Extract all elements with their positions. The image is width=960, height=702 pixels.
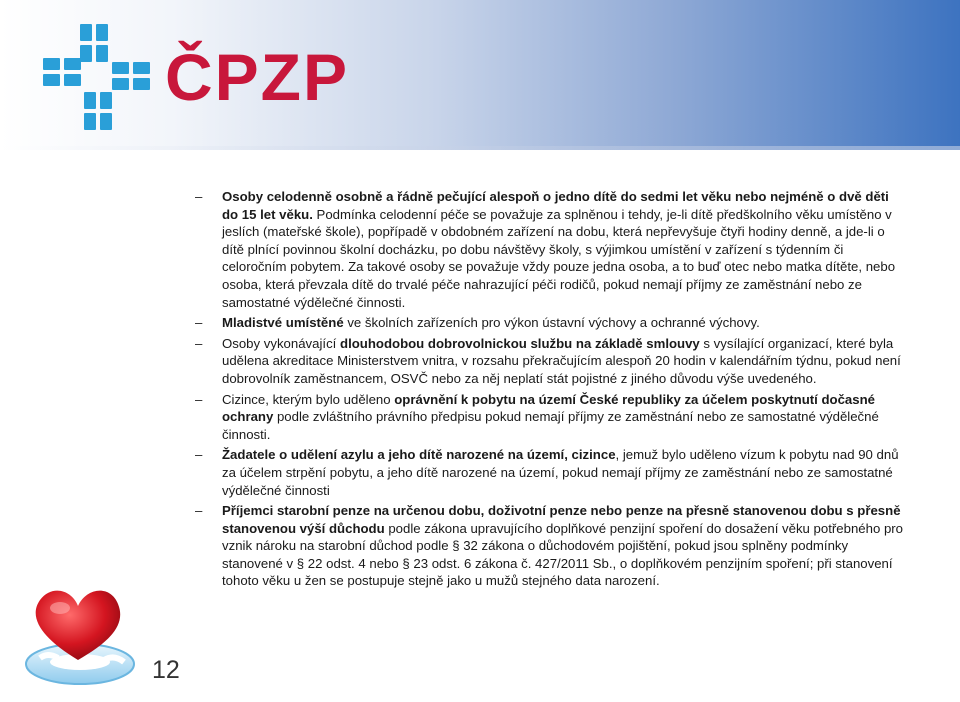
body-text: podle zvláštního právního předpisu pokud nemají příjmy ze zaměstnání nebo ze samostatné výdělečné činnosti. bbox=[222, 409, 879, 442]
bold-text: Osoby celodenně osobně a řádně pečující alespoň o jedno dítě do sedmi let věku nebo nejméně o dvě děti do 15 let věku. bbox=[222, 189, 889, 222]
body-text: podle zákona upravujícího doplňkové penzijní spoření do dosažení věku potřebného pro vznik nároku na starobní důchod podle § 32 zákona o důchodovém pojištění, pokud jsou splněny podmínky stanovené v § 22 odst. 4 nebo § 23 odst. 6 zákona č. 427/2011 Sb., o doplňkovém penzijním spoření; při stanovení tohoto věku u žen se postupuje stejně jako u mužů stejného data narození. bbox=[222, 520, 904, 589]
bold-text: Příjemci starobní penze na určenou dobu, doživotní penze nebo penze na přesně stanovenou dobu s přesně stanovenou výší důchodu bbox=[222, 503, 901, 536]
body-text: Osoby vykonávající bbox=[222, 335, 341, 351]
list-item bbox=[195, 446, 905, 499]
list-item bbox=[195, 188, 905, 311]
bold-text: Mladistvé umístěné bbox=[222, 315, 344, 331]
bullet-dash: – bbox=[195, 189, 203, 204]
bullet-dash: – bbox=[195, 391, 203, 407]
body-text: ve školních zařízeních pro výkon ústavní výchovy a ochranné výchovy. bbox=[343, 315, 760, 331]
list-item bbox=[195, 314, 905, 332]
body-text: s vysílající organizací, které byla udělena akreditace Ministerstvem vnitra, v rozsahu překračujícím alespoň 20 hodin v kalendářním týdnu, pokud není dobrovolník zaměstnancem, OSVČ nebo za něj neplatí stát pojistné z jiného důvodu výše uvedeného. bbox=[222, 335, 901, 386]
content-list bbox=[195, 188, 905, 593]
logo-text: ČPZP bbox=[165, 40, 350, 114]
bullet-dash: – bbox=[195, 447, 203, 463]
bold-text: Žadatele o udělení azylu a jeho dítě narozené na území, cizince bbox=[222, 447, 616, 463]
bullet-dash: – bbox=[195, 503, 203, 519]
cpzp-cross-icon bbox=[40, 20, 155, 132]
list-item bbox=[195, 502, 905, 590]
body-text: , jemuž bylo uděleno vízum k pobytu nad 90 dnů za účelem strpění pobytu, a jeho dítě narozené na území, pokud nemají příjmy ze zaměstnání nebo ze samostatné výdělečné činnosti bbox=[222, 447, 899, 498]
list-item bbox=[195, 335, 905, 388]
body-text: Podmínka celodenní péče se považuje za splněnou i tehdy, je-li dítě předškolního věku umístěno v jeslích (mateřské škole), popřípadě v obdobném zařízení na dobu, která nepřevyšuje čtyři hodiny denně, a jde-li o dítě plnící povinnou školní docházku, po dobu návštěvy školy, s výjimkou umístění v zařízení s týdenním či celoročním pobytem. Za takové osoby se považuje vždy pouze jedna osoba, a to buď otec nebo matka dítěte, nebo osoba, která převzala dítě do trvalé péče nahrazující péči rodičů, pokud nemají příjmy ze zaměstnání nebo ze samostatné výdělečné činnosti. bbox=[222, 206, 896, 310]
bullet-dash: – bbox=[195, 335, 203, 351]
bullet-dash: – bbox=[195, 315, 203, 331]
list-item bbox=[195, 391, 905, 444]
heart-lifebuoy-icon bbox=[18, 582, 138, 692]
bold-text: dlouhodobou dobrovolnickou službu na základě smlouvy bbox=[340, 335, 700, 351]
page-number: 12 bbox=[152, 656, 180, 684]
bold-text: oprávnění k pobytu na území České republiky za účelem poskytnutí dočasné ochrany bbox=[222, 391, 875, 425]
body-text: Cizince, kterým bylo uděleno bbox=[222, 391, 395, 407]
